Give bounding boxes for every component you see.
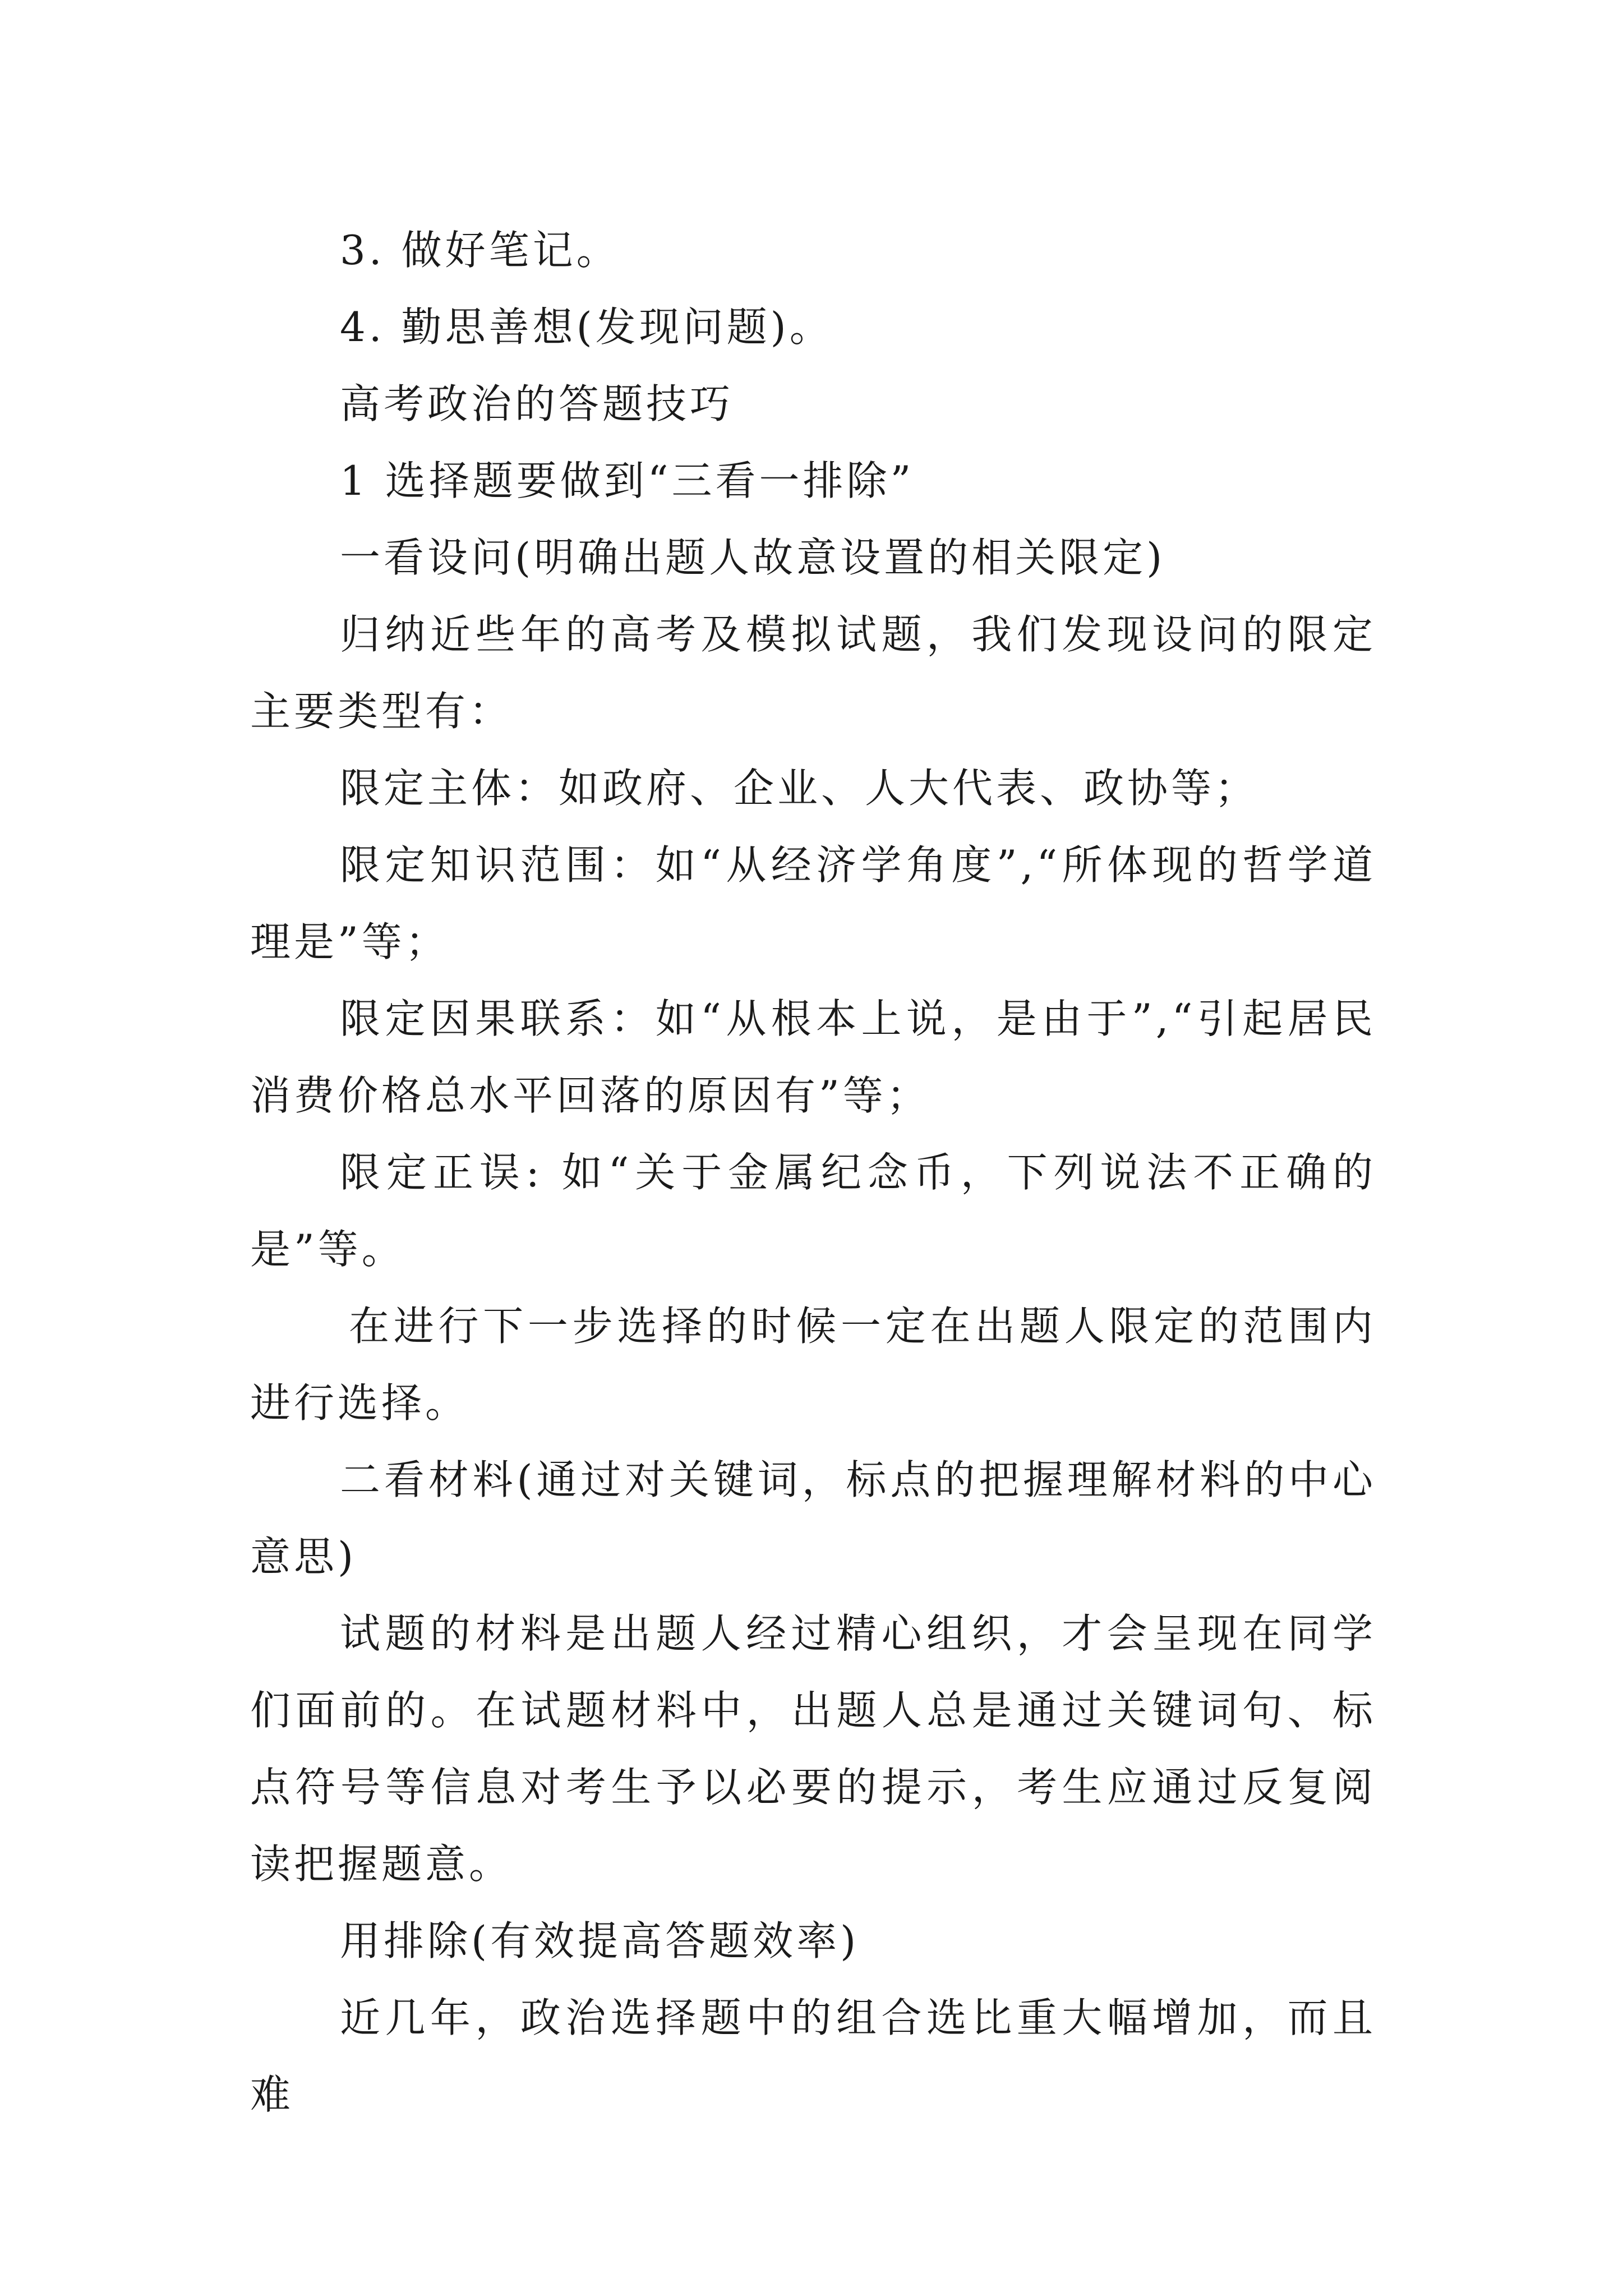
document-body <box>250 212 1376 2133</box>
subheading-look-at-material: 二看材料(通过对关键词，标点的把握理解材料的中心意思) <box>250 1456 1376 1580</box>
subheading-use-elimination: 用排除(有效提高答题效率) <box>340 1917 860 1964</box>
paragraph-material-explanation: 试题的材料是出题人经过精心组织，才会呈现在同学们面前的。在试题材料中，出题人总是通过关键词句、标点符号等信息对考生予以必要的提示，考生应通过反复阅读把握题意。 <box>250 1610 1376 1888</box>
paragraph-limit-types-intro: 归纳近些年的高考及模拟试题，我们发现设问的限定主要类型有： <box>250 611 1376 735</box>
paragraph-note-taking: 3. 做好笔记。 <box>340 227 620 274</box>
subheading-look-at-question: 一看设问(明确出题人故意设置的相关限定) <box>340 534 1166 581</box>
paragraph-limit-knowledge-scope: 限定知识范围：如“从经济学角度”,“所体现的哲学道理是”等； <box>250 841 1376 965</box>
section-heading-answer-skills: 高考政治的答题技巧 <box>340 380 734 427</box>
paragraph-think-diligently: 4. 勤思善想(发现问题)。 <box>340 303 833 351</box>
paragraph-limit-subject: 限定主体：如政府、企业、人大代表、政协等； <box>340 765 1259 812</box>
subheading-multiple-choice: 1 选择题要做到“三看一排除” <box>340 457 915 504</box>
paragraph-limit-correctness: 限定正误: 如“关于金属纪念币，下列说法不正确的是”等。 <box>250 1149 1376 1273</box>
paragraph-recent-years: 近几年，政治选择题中的组合选比重大幅增加，而且难 <box>250 1994 1376 2118</box>
paragraph-limit-causality: 限定因果联系：如“从根本上说，是由于”,“引起居民消费价格总水平回落的原因有”等； <box>250 995 1376 1119</box>
paragraph-choose-within-scope: 在进行下一步选择的时候一定在出题人限定的范围内进行选择。 <box>250 1303 1376 1427</box>
